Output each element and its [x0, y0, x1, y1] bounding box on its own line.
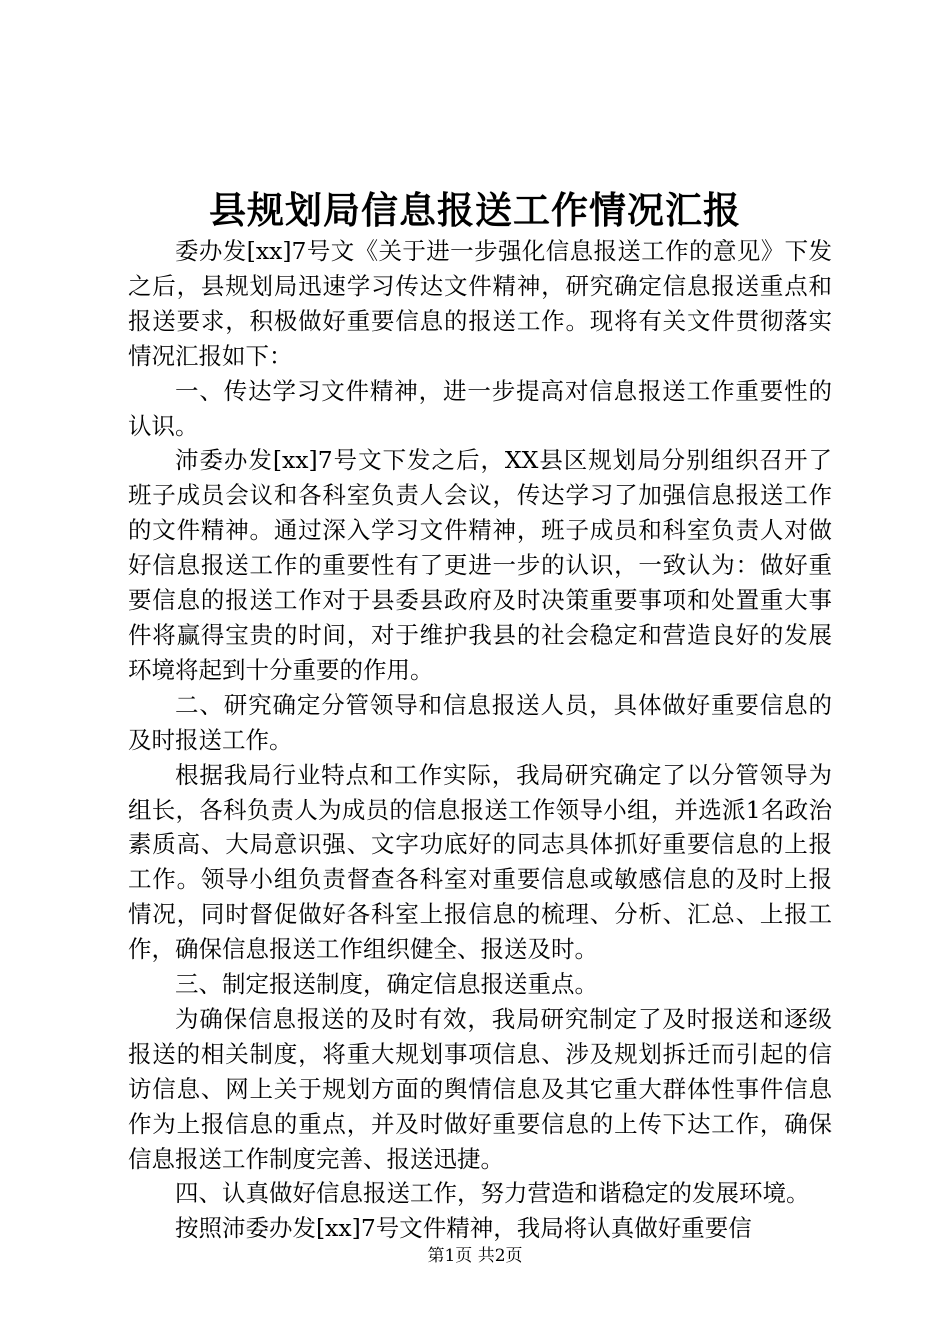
paragraph-section-1: 沛委办发[xx]7号文下发之后，XX县区规划局分别组织召开了班子成员会议和各科室负责人会议，传达学习了加强信息报送工作的文件精神。通过深入学习文件精神，班子成员和科室负责人对做好信息报送工作的重要性有了更进一步的认识，一致认为：做好重要信息的报送工作对于县委县政府及时决策重要事项和处置重大事件将赢得宝贵的时间，对于维护我县的社会稳定和营造良好的发展环境将起到十分重要的作用。	[128, 446, 832, 684]
document-title: 县规划局信息报送工作情况汇报	[209, 188, 741, 232]
page-footer: 第1页 共2页	[427, 1246, 523, 1266]
section-heading-4: 四、认真做好信息报送工作，努力营造和谐稳定的发展环境。	[175, 1179, 810, 1208]
paragraph-intro: 委办发[xx]7号文《关于进一步强化信息报送工作的意见》下发之后，县规划局迅速学习传达文件精神，研究确定信息报送重点和报送要求，积极做好重要信息的报送工作。现将有关文件贯彻落实情况汇报如下：	[128, 237, 832, 370]
document-body	[128, 234, 832, 1246]
section-heading-2: 二、研究确定分管领导和信息报送人员，具体做好重要信息的及时报送工作。	[128, 690, 832, 754]
paragraph-section-3: 为确保信息报送的及时有效，我局研究制定了及时报送和逐级报送的相关制度，将重大规划事项信息、涉及规划拆迁而引起的信访信息、网上关于规划方面的舆情信息及其它重大群体性事件信息作为上报信息的重点，并及时做好重要信息的上传下达工作，确保信息报送工作制度完善、报送迅捷。	[128, 1004, 832, 1173]
paragraph-section-4: 按照沛委办发[xx]7号文件精神，我局将认真做好重要信	[175, 1214, 752, 1243]
section-heading-3: 三、制定报送制度，确定信息报送重点。	[175, 970, 598, 999]
paragraph-section-2: 根据我局行业特点和工作实际，我局研究确定了以分管领导为组长，各科负责人为成员的信息报送工作领导小组，并选派1名政治素质高、大局意识强、文字功底好的同志具体抓好重要信息的上报工作。领导小组负责督查各科室对重要信息或敏感信息的及时上报情况，同时督促做好各科室上报信息的梳理、分析、汇总、上报工作，确保信息报送工作组织健全、报送及时。	[128, 760, 832, 964]
section-heading-1: 一、传达学习文件精神，进一步提高对信息报送工作重要性的认识。	[128, 376, 832, 440]
